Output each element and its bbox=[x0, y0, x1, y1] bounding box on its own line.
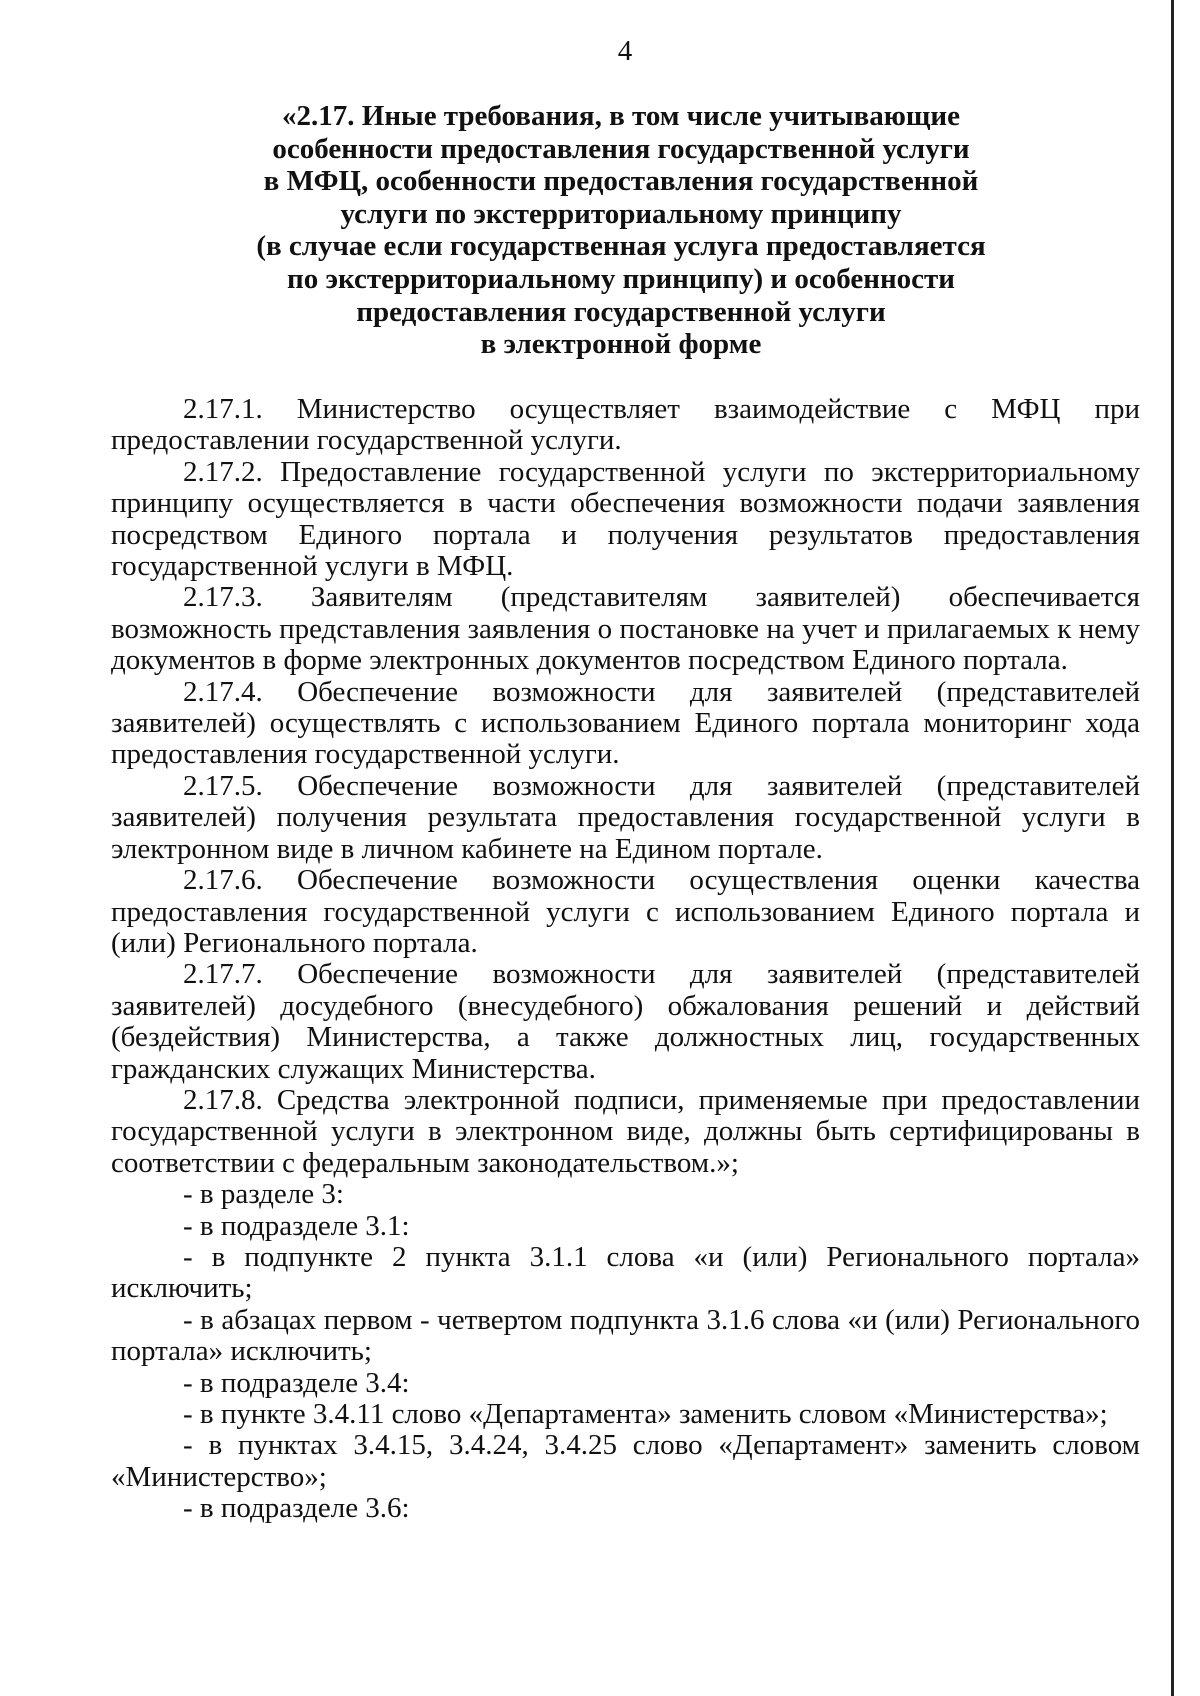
title-line: по экстерриториальному принципу) и особенности bbox=[286, 262, 955, 295]
paragraph-2-17-5: 2.17.5. Обеспечение возможности для заявителей (представителей заявителей) получения результата предоставления государственной услуги в электронном виде в личном кабинете на Едином портале. bbox=[111, 769, 1140, 865]
title-line: «2.17. Иные требования, в том числе учитывающие bbox=[282, 100, 960, 132]
paragraph-2-17-7: 2.17.7. Обеспечение возможности для заявителей (представителей заявителей) досудебного (внесудебного) обжалования решений и действий (бездействия) Министерства, а также должностных лиц, государственных гражданских служащих Министерства. bbox=[111, 958, 1140, 1085]
paragraph-2-17-1: 2.17.1. Министерство осуществляет взаимодействие с МФЦ при предоставлении государственной услуги. bbox=[111, 393, 1140, 457]
title-line: предоставления государственной услуги bbox=[356, 295, 886, 328]
paragraph-2-17-2: 2.17.2. Предоставление государственной услуги по экстерриториальному принципу осуществляется в части обеспечения возможности подачи заявления посредством Единого портала и получения результатов предоставления государственной услуги в МФЦ. bbox=[111, 455, 1140, 583]
amendment-item: - в подразделе 3.1: bbox=[183, 1209, 410, 1242]
page-number: 4 bbox=[617, 35, 633, 67]
title-line: (в случае если государственная услуга предоставляется bbox=[256, 230, 986, 263]
page-edge-line bbox=[1171, 0, 1174, 1696]
title-line: в МФЦ, особенности предоставления государственной bbox=[263, 165, 979, 198]
paragraph-2-17-3: 2.17.3. Заявителям (представителям заявителей) обеспечивается возможность представления заявления о постановке на учет и прилагаемых к нему документов в форме электронных документов посредством Единого портала. bbox=[111, 581, 1140, 677]
paragraph-2-17-4: 2.17.4. Обеспечение возможности для заявителей (представителей заявителей) осуществлять с использованием Единого портала мониторинг хода предоставления государственной услуги. bbox=[111, 675, 1140, 771]
amendment-item: - в пунктах 3.4.15, 3.4.24, 3.4.25 слово «Департамент» заменить словом «Министерство»; bbox=[111, 1429, 1140, 1493]
amendment-item: - в разделе 3: bbox=[183, 1178, 344, 1211]
paragraph-2-17-8: 2.17.8. Средства электронной подписи, применяемые при предоставлении государственной услуги в электронном виде, должны быть сертифицированы в соответствии с федеральным законодательством.»; bbox=[111, 1083, 1140, 1179]
title-line: в электронной форме bbox=[480, 328, 762, 361]
amendment-item: - в абзацах первом - четвертом подпункта 3.1.6 слова «и (или) Регионального портала» исключить; bbox=[111, 1303, 1140, 1368]
document-body bbox=[111, 394, 1140, 1525]
amendment-item: - в подпункте 2 пункта 3.1.1 слова «и (или) Регионального портала» исключить; bbox=[111, 1240, 1140, 1305]
amendment-item: - в подразделе 3.4: bbox=[183, 1366, 410, 1399]
amendment-item: - в подразделе 3.6: bbox=[183, 1492, 410, 1525]
section-title bbox=[246, 100, 996, 361]
paragraph-2-17-6: 2.17.6. Обеспечение возможности осуществления оценки качества предоставления государственной услуги с использованием Единого портала и (или) Регионального портала. bbox=[111, 864, 1140, 959]
amendment-item: - в пункте 3.4.11 слово «Департамента» заменить словом «Министерства»; bbox=[183, 1398, 1108, 1430]
title-line: услуги по экстерриториальному принципу bbox=[340, 197, 902, 230]
title-line: особенности предоставления государственной услуги bbox=[272, 132, 970, 165]
